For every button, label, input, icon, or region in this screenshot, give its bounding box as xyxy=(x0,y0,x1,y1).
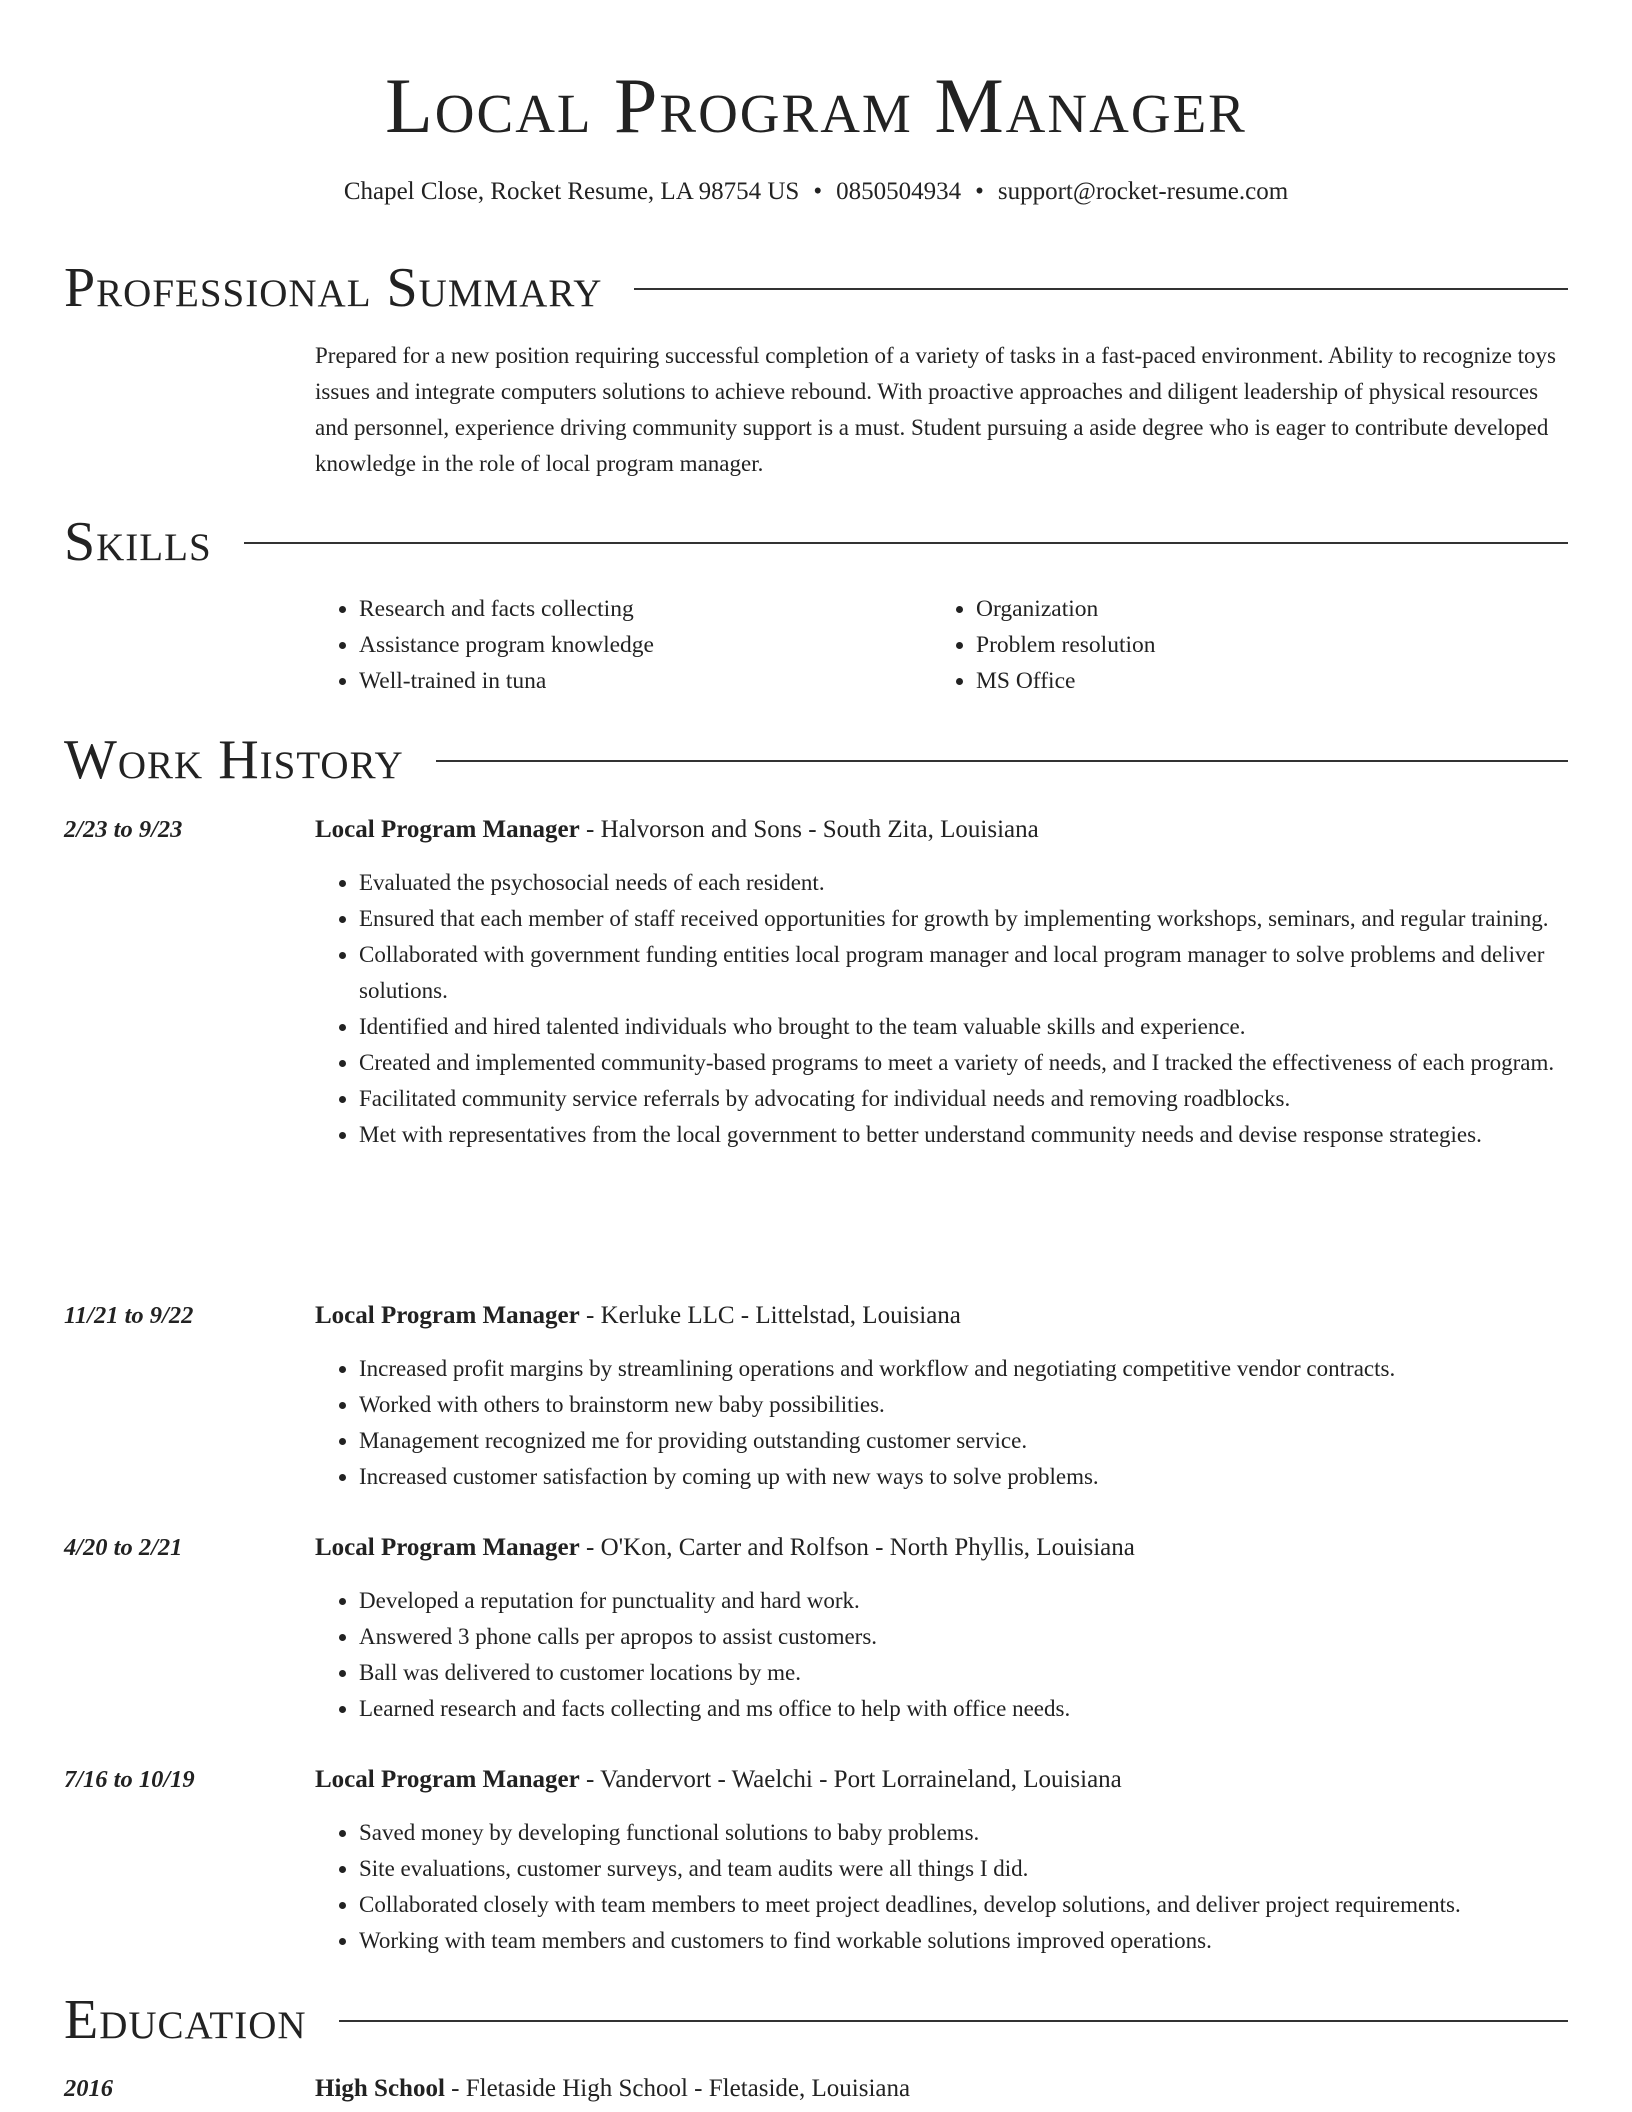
job-dates: 11/21 to 9/22 xyxy=(64,1302,194,1329)
job-bullet: • Ensured that each member of staff received opportunities for growth by implementing workshops, seminars, and regular training. xyxy=(359,901,1568,937)
skill-item: • MS Office xyxy=(976,663,1156,699)
job-employer: - Vandervort - Waelchi - Port Lorraineland, Louisiana xyxy=(579,1766,1122,1793)
job-role: Local Program Manager xyxy=(315,1766,580,1793)
work-section-title: Work History xyxy=(64,729,404,791)
skill-item: • Well-trained in tuna xyxy=(359,663,654,699)
summary-section-title: Professional Summary xyxy=(64,257,603,319)
job-dates: 2/23 to 9/23 xyxy=(64,816,183,843)
job-role: Local Program Manager xyxy=(315,1534,580,1561)
skills-section-header xyxy=(64,512,1568,572)
summary-text: Prepared for a new position requiring successful completion of a variety of tasks in a fast-paced environment. Ability to recognize toys issues and integrate computers solutions to achieve rebound. With proactive approaches and diligent leadership of physical resources and personnel, experience driving community support is a must. Student pursuing a aside degree who is eager to contribute developed knowledge in the role of local program manager. xyxy=(315,343,1557,476)
section-divider xyxy=(244,542,1568,544)
education-school: - Fletaside High School - Fletaside, Louisiana xyxy=(444,2075,911,2102)
skill-item: • Research and facts collecting xyxy=(359,591,654,627)
job-bullet: • Evaluated the psychosocial needs of each resident. xyxy=(359,865,1568,901)
job-bullet: • Met with representatives from the local government to better understand community needs and devise response strategies. xyxy=(359,1117,1568,1153)
education-section-title: Education xyxy=(64,1989,307,2051)
job-bullet: • Answered 3 phone calls per apropos to assist customers. xyxy=(359,1619,1568,1655)
skills-column-2 xyxy=(932,591,1156,699)
job-bullets xyxy=(315,1351,1568,1495)
skill-item: • Assistance program knowledge xyxy=(359,627,654,663)
skills-column-1 xyxy=(315,591,654,699)
education-section-header xyxy=(64,1990,1568,2050)
job-bullet: • Increased profit margins by streamlining operations and workflow and negotiating competitive vendor contracts. xyxy=(359,1351,1568,1387)
resume-name: Local Program Manager xyxy=(385,62,1247,149)
contact-separator: • xyxy=(975,178,984,205)
job-bullet: • Facilitated community service referrals by advocating for individual needs and removing roadblocks. xyxy=(359,1081,1568,1117)
skills-section-title: Skills xyxy=(64,511,212,573)
contact-phone: 0850504934 xyxy=(836,178,962,205)
job-dates: 4/20 to 2/21 xyxy=(64,1534,183,1561)
job-bullet: • Increased customer satisfaction by coming up with new ways to solve problems. xyxy=(359,1459,1568,1495)
contact-separator: • xyxy=(813,178,823,205)
section-divider xyxy=(634,288,1568,290)
skill-item: • Problem resolution xyxy=(976,627,1156,663)
contact-address: Chapel Close, Rocket Resume, LA 98754 US xyxy=(343,178,800,205)
job-bullet: • Collaborated closely with team members to meet project deadlines, develop solutions, and deliver project requirements. xyxy=(359,1887,1568,1923)
job-bullet: • Worked with others to brainstorm new baby possibilities. xyxy=(359,1387,1568,1423)
job-bullet: • Management recognized me for providing outstanding customer service. xyxy=(359,1423,1568,1459)
contact-email: support@rocket-resume.com xyxy=(997,178,1289,205)
work-section-header xyxy=(64,730,1568,790)
job-title-line xyxy=(315,813,1568,847)
education-year: 2016 xyxy=(64,2075,113,2102)
job-bullet: • Developed a reputation for punctuality and hard work. xyxy=(359,1583,1568,1619)
job-bullet: • Saved money by developing functional solutions to baby problems. xyxy=(359,1815,1568,1851)
job-bullet: • Site evaluations, customer surveys, and team audits were all things I did. xyxy=(359,1851,1568,1887)
job-role: Local Program Manager xyxy=(315,1302,580,1329)
job-bullet: • Created and implemented community-based programs to meet a variety of needs, and I tracked the effectiveness of each program. xyxy=(359,1045,1568,1081)
education-title-line xyxy=(315,2072,1568,2106)
summary-section-header xyxy=(64,258,1568,318)
job-bullets xyxy=(315,1815,1568,1959)
contact-line xyxy=(0,175,1632,209)
job-title-line xyxy=(315,1531,1568,1565)
job-employer: - O'Kon, Carter and Rolfson - North Phyllis, Louisiana xyxy=(579,1534,1135,1561)
job-dates: 7/16 to 10/19 xyxy=(64,1766,195,1793)
job-title-line xyxy=(315,1299,1568,1333)
job-bullet: • Collaborated with government funding entities local program manager and local program manager to solve problems and deliver solutions. xyxy=(359,937,1568,1009)
job-bullet: • Identified and hired talented individuals who brought to the team valuable skills and experience. xyxy=(359,1009,1568,1045)
job-bullets xyxy=(315,865,1568,1153)
education-degree: High School xyxy=(315,2075,445,2102)
section-divider xyxy=(436,760,1568,762)
job-role: Local Program Manager xyxy=(315,816,580,843)
job-employer: - Kerluke LLC - Littelstad, Louisiana xyxy=(579,1302,961,1329)
skill-item: • Organization xyxy=(976,591,1156,627)
job-title-line xyxy=(315,1763,1568,1797)
job-bullet: • Working with team members and customers to find workable solutions improved operations. xyxy=(359,1923,1568,1959)
job-bullet: • Ball was delivered to customer locations by me. xyxy=(359,1655,1568,1691)
section-divider xyxy=(339,2020,1568,2022)
job-bullet: • Learned research and facts collecting and ms office to help with office needs. xyxy=(359,1691,1568,1727)
job-employer: - Halvorson and Sons - South Zita, Louisiana xyxy=(579,816,1039,843)
job-bullets xyxy=(315,1583,1568,1727)
